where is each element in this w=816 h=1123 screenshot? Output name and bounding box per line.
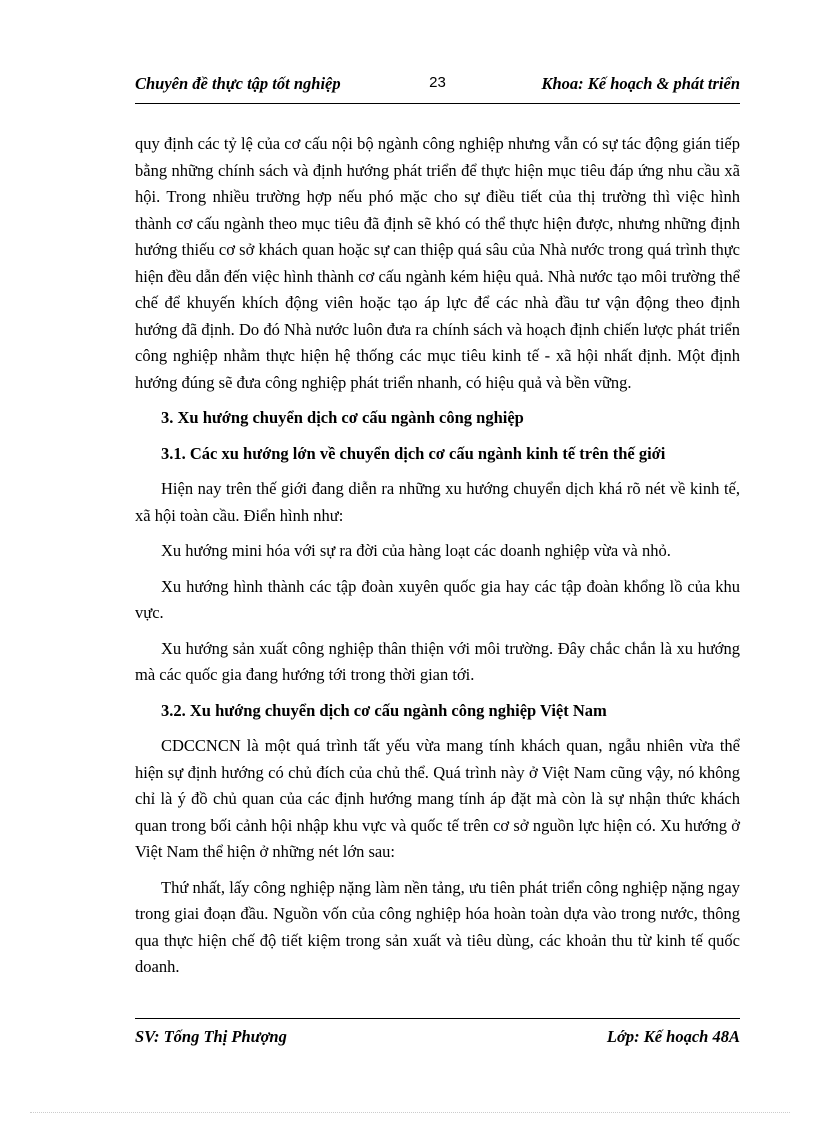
paragraph-global-trends: Hiện nay trên thế giới đang diễn ra những xu hướng chuyển dịch khá rõ nét về kinh tế, xã hội toàn cầu. Điển hình như: bbox=[135, 479, 740, 525]
page-edge-divider bbox=[30, 1112, 790, 1113]
section-heading-3: 3. Xu hướng chuyển dịch cơ cấu ngành công nghiệp bbox=[161, 408, 524, 427]
section-heading-3-1: 3.1. Các xu hướng lớn về chuyển dịch cơ cấu ngành kinh tế trên thế giới bbox=[161, 443, 666, 463]
header-faculty: Khoa: Kế hoạch & phát triển bbox=[541, 74, 740, 93]
footer-rule bbox=[135, 1018, 740, 1019]
page-number: 23 bbox=[429, 74, 446, 91]
page-body bbox=[135, 131, 740, 981]
section-heading-3-2: 3.2. Xu hướng chuyển dịch cơ cấu ngành công nghiệp Việt Nam bbox=[161, 700, 607, 720]
paragraph-mini-trend: Xu hướng mini hóa với sự ra đời của hàng loạt các doanh nghiệp vừa và nhỏ. bbox=[161, 541, 671, 560]
page-footer bbox=[135, 1027, 740, 1051]
page-header bbox=[135, 74, 740, 100]
footer-class: Lớp: Kế hoạch 48A bbox=[606, 1027, 740, 1046]
header-rule bbox=[135, 103, 740, 104]
paragraph-cdccncn: CDCCNCN là một quá trình tất yếu vừa mang tính khách quan, ngẫu nhiên vừa thể hiện sự định hướng có chủ đích của chủ thể. Quá trình này ở Việt Nam cũng vậy, nó không chỉ là ý đồ chủ quan của các định hướng mang tính áp đặt mà còn là sự nhận thức khách quan trong bối cảnh hội nhập khu vực và quốc tế trên cơ sở nguồn lực hiện có. Xu hướng ở Việt Nam thể hiện ở những nét lớn sau: bbox=[135, 736, 740, 861]
paragraph-corporation-trend: Xu hướng hình thành các tập đoàn xuyên quốc gia hay các tập đoàn khổng lồ của khu vực. bbox=[135, 576, 740, 622]
paragraph-first-trend: Thứ nhất, lấy công nghiệp nặng làm nền tảng, ưu tiên phát triển công nghiệp nặng ngay trong giai đoạn đầu. Nguồn vốn của công nghiệp hóa hoàn toàn dựa vào trong nước, thông qua thực hiện chế độ tiết kiệm trong sản xuất và tiêu dùng, các khoản thu từ kinh tế quốc doanh. bbox=[135, 877, 740, 976]
header-report-title: Chuyên đề thực tập tốt nghiệp bbox=[135, 74, 341, 93]
paragraph-continuation: quy định các tỷ lệ của cơ cấu nội bộ ngành công nghiệp nhưng vẫn có sự tác động gián tiếp bằng những chính sách và định hướng phát triển để thực hiện mục tiêu đáp ứng nhu cầu xã hội. Trong nhiều trường hợp nếu phó mặc cho sự điều tiết của thị trường thì việc hình thành cơ cấu ngành theo mục tiêu đã định sẽ khó có thể thực hiện được, nhưng những định hướng thiếu cơ sở khách quan hoặc sự can thiệp quá sâu của Nhà nước trong quá trình thực hiện đều dẫn đến việc hình thành cơ cấu ngành kém hiệu quả. Nhà nước tạo môi trường thể chế để khuyến khích động viên hoặc tạo áp lực để các nhà đầu tư vận động theo định hướng đã định. Do đó Nhà nước luôn đưa ra chính sách và hoạch định chiến lược phát triển công nghiệp nhằm thực hiện hệ thống các mục tiêu kinh tế - xã hội nhất định. Một định hướng đúng sẽ đưa công nghiệp phát triển nhanh, có hiệu quả và bền vững. bbox=[135, 134, 740, 392]
paragraph-green-trend: Xu hướng sản xuất công nghiệp thân thiện với môi trường. Đây chắc chắn là xu hướng mà các quốc gia đang hướng tới trong thời gian tới. bbox=[135, 638, 740, 684]
footer-student: SV: Tống Thị Phượng bbox=[135, 1027, 287, 1046]
